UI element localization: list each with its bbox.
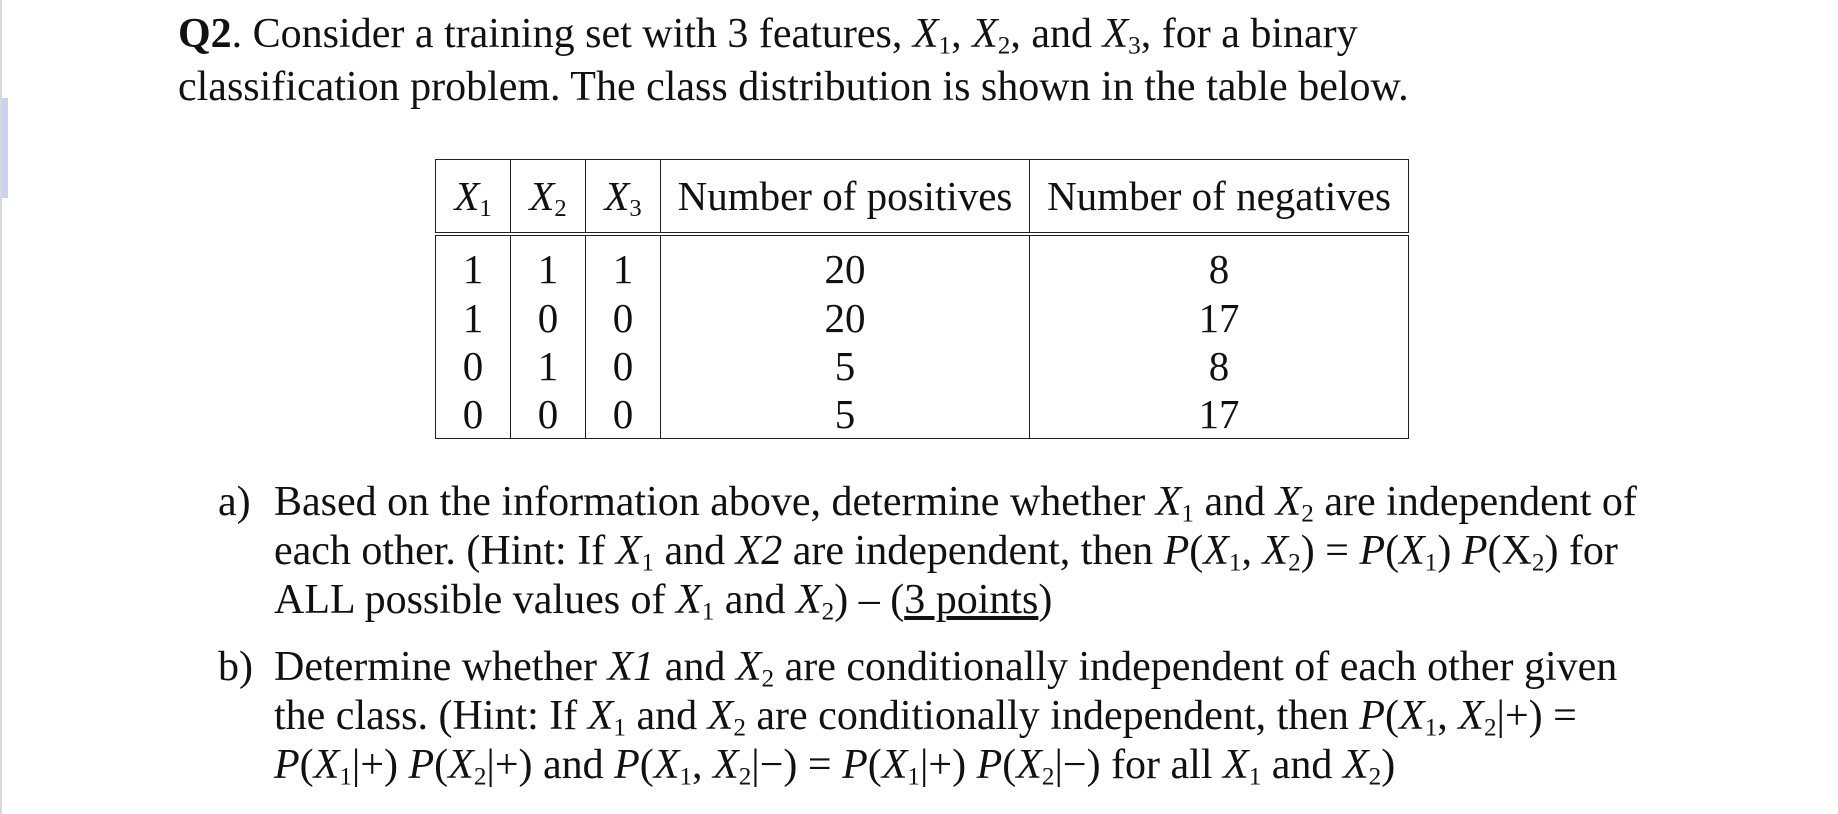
cell-x2: 0 <box>511 294 586 342</box>
table-header-row <box>436 160 1409 235</box>
class-distribution-table <box>435 159 1409 439</box>
part-a-text: Based on the information above, determine whether $X_1$ and $X_2$ are independent of each other. (Hint: If $X_1$ and X2 are independent, then $P(X_1$, $X_2) = P(X_1)$ $P(X_2)$ for ALL possible values of $X_1$ and $X_2) - (3$ points) <box>274 479 1637 626</box>
cell-x1: 0 <box>436 342 511 390</box>
cell-x2: 0 <box>511 390 586 439</box>
cell-negatives: 8 <box>1030 342 1409 390</box>
cell-negatives: 17 <box>1030 390 1409 439</box>
table-row <box>436 294 1409 342</box>
cell-x1: 1 <box>436 234 511 294</box>
header-negatives: Number of negatives <box>1030 160 1409 235</box>
question-intro <box>178 8 1578 114</box>
cell-x3: 0 <box>586 342 661 390</box>
cell-negatives: 17 <box>1030 294 1409 342</box>
question-part-b <box>218 643 1658 790</box>
table-row <box>436 234 1409 294</box>
cell-x1: 1 <box>436 294 511 342</box>
part-a-points: 3 points <box>904 577 1039 623</box>
sub-questions <box>218 478 1658 808</box>
cell-positives: 5 <box>661 390 1030 439</box>
cell-x2: 1 <box>511 234 586 294</box>
cell-negatives: 8 <box>1030 234 1409 294</box>
question-intro-text: . Consider a training set with 3 features, $X_1$, $X_2$, and $X_3$, for a binary classification problem. The class distribution is shown in the table below. <box>178 11 1409 110</box>
question-label: Q2 <box>178 11 232 57</box>
cell-x3: 0 <box>586 294 661 342</box>
cell-positives: 20 <box>661 234 1030 294</box>
header-x1: $X_1$ <box>436 160 511 235</box>
selection-accent-bar <box>2 98 8 198</box>
part-b-text: Determine whether X1 and $X_2$ are conditionally independent of each other given the class. (Hint: If $X_1$ and $X_2$ are conditionally independent, then $P(X_1$, $X_2|+) = P(X_1|+)$ $P(X_2|+)$ and $P(X_1$, $X_2|-) = P(X_1|+)$ $P(X_2|-)$ for all $X_1$ and $X_2$) <box>274 644 1618 791</box>
cell-x1: 0 <box>436 390 511 439</box>
cell-x3: 0 <box>586 390 661 439</box>
cell-positives: 20 <box>661 294 1030 342</box>
header-positives: Number of positives <box>661 160 1030 235</box>
cell-x3: 1 <box>586 234 661 294</box>
header-x2: $X_2$ <box>511 160 586 235</box>
table-row <box>436 342 1409 390</box>
header-x3: $X_3$ <box>586 160 661 235</box>
part-b-marker: b) <box>218 644 253 690</box>
cell-x2: 1 <box>511 342 586 390</box>
question-part-a <box>218 478 1658 625</box>
table-row <box>436 390 1409 439</box>
cell-positives: 5 <box>661 342 1030 390</box>
part-a-marker: a) <box>218 479 251 525</box>
